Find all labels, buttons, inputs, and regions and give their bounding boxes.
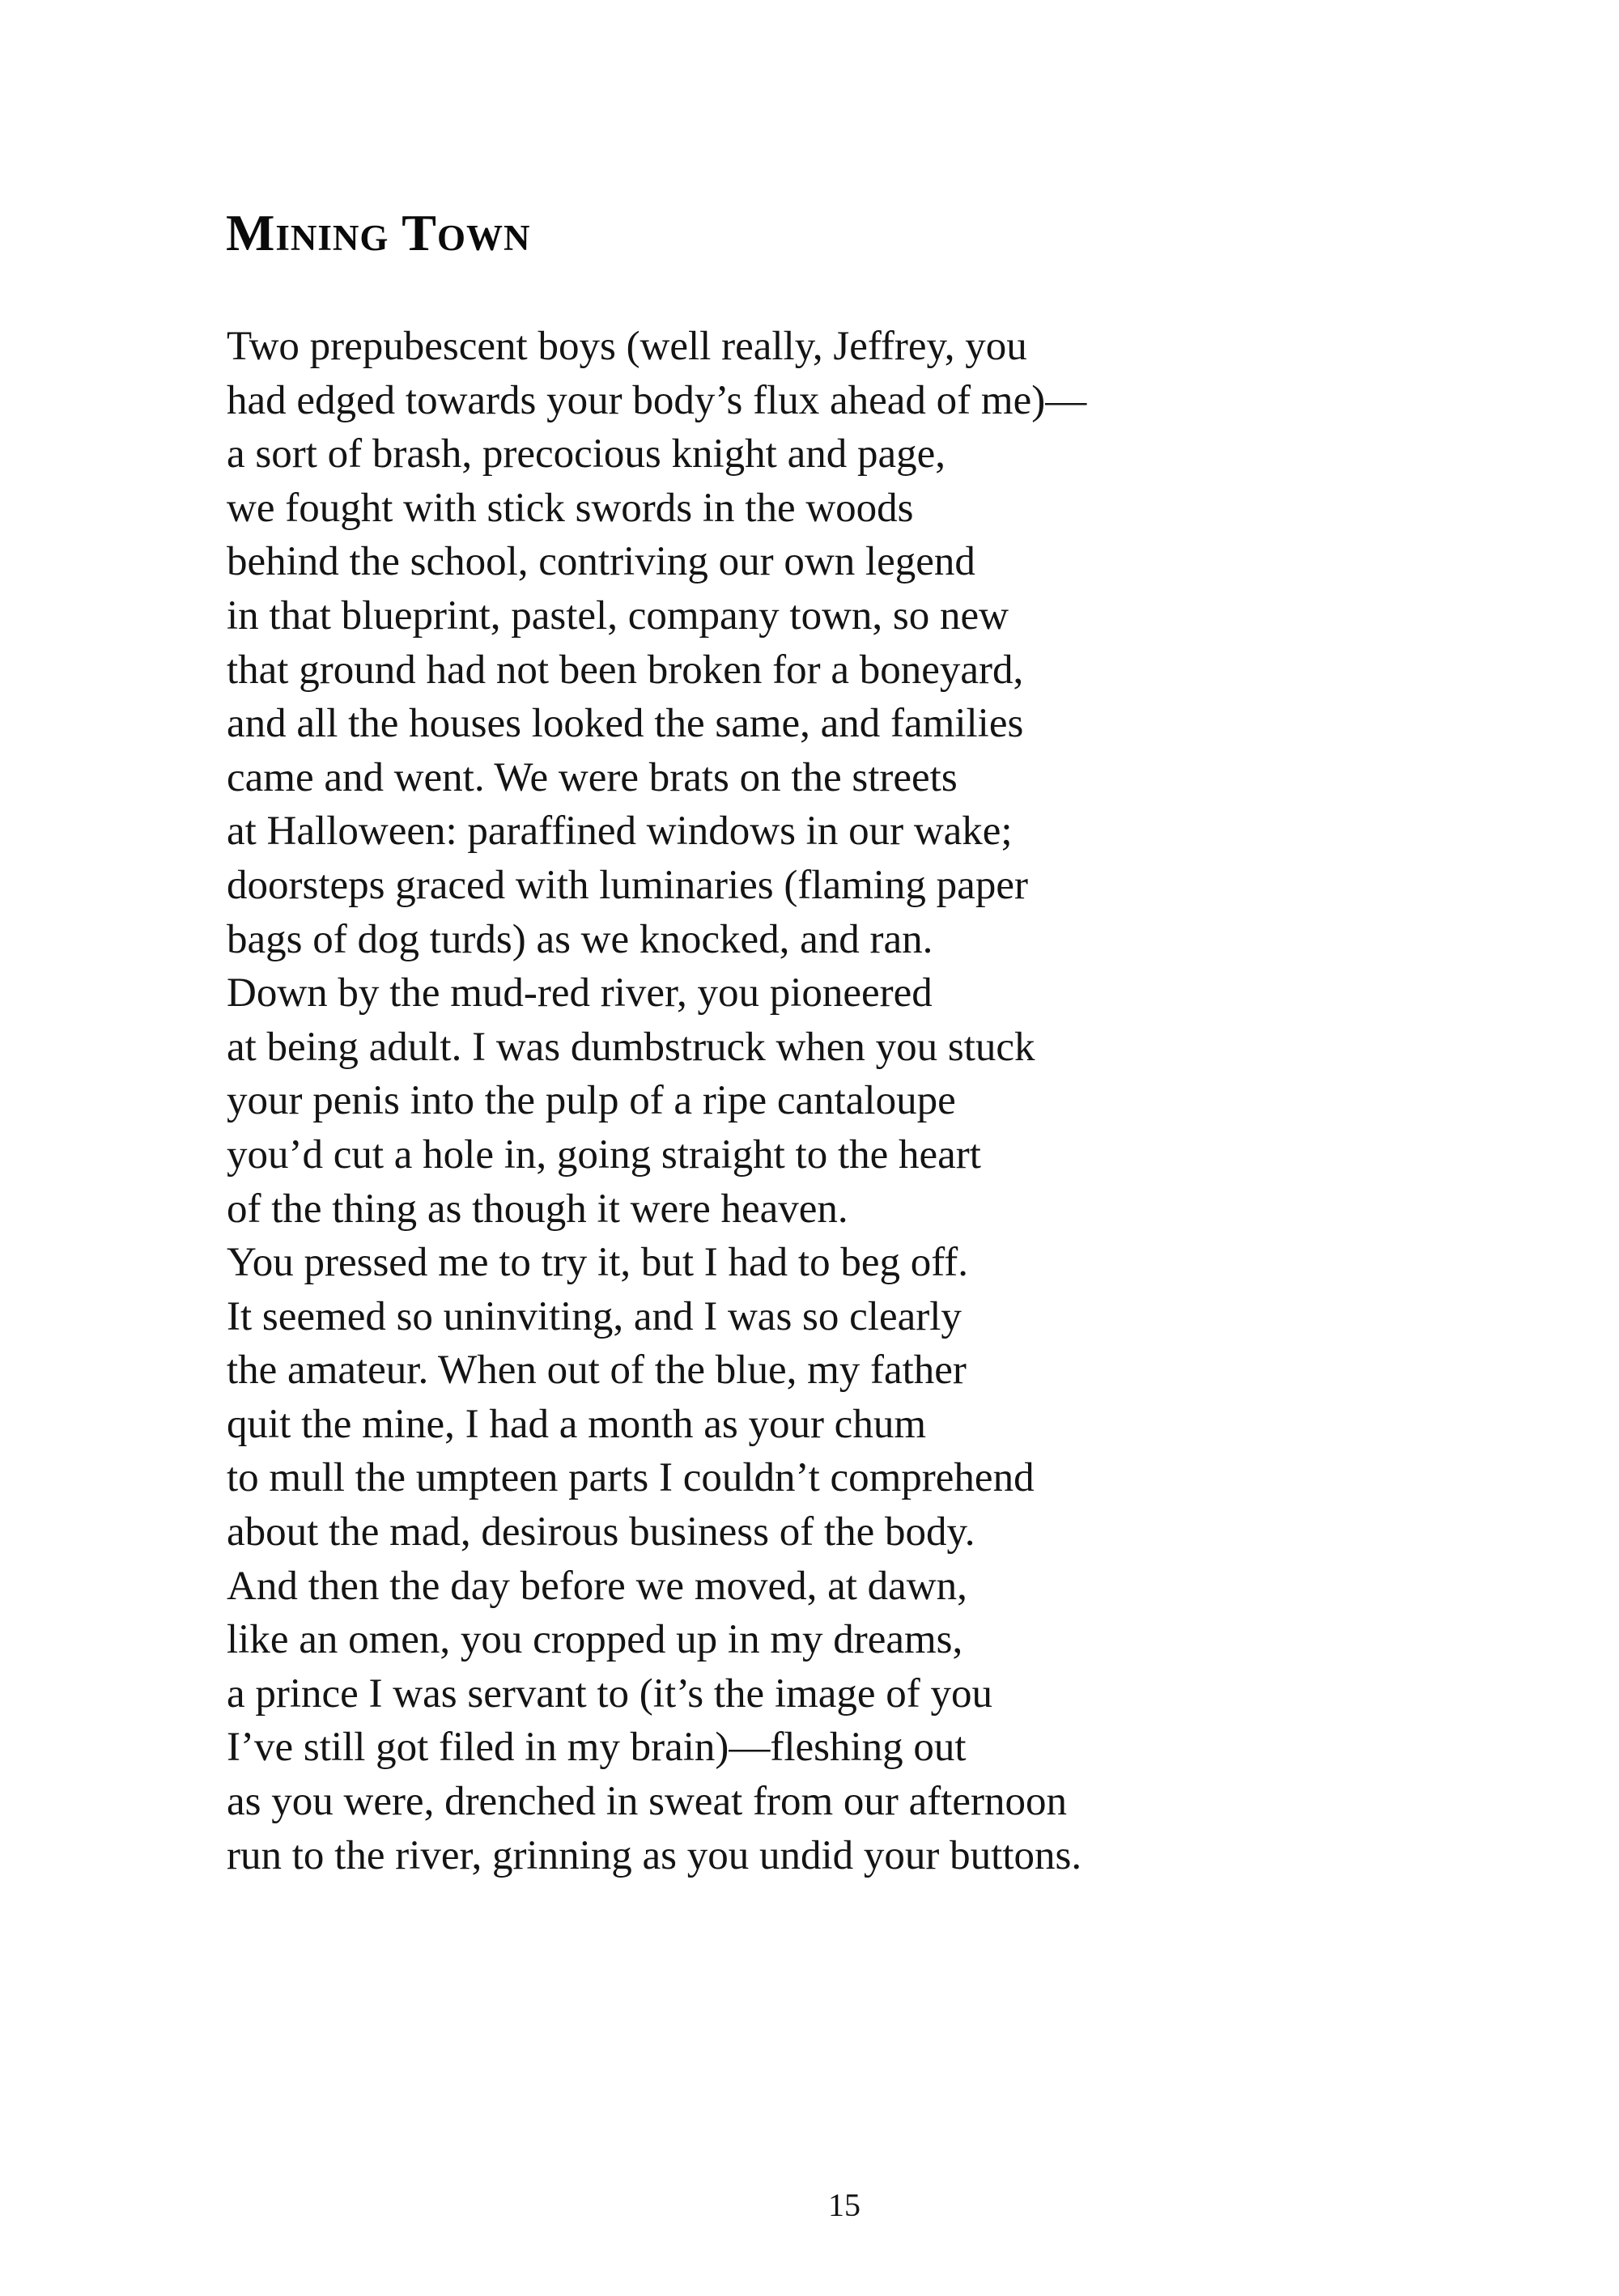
poem-line: And then the day before we moved, at dawn, [227, 1563, 967, 1609]
poem-line: Down by the mud-red river, you pioneered [227, 970, 933, 1016]
poem-line: came and went. We were brats on the streets [227, 754, 958, 800]
poem-line: I’ve still got filed in my brain)—fleshing out [227, 1725, 967, 1771]
page-number: 15 [828, 2187, 860, 2223]
poem-line: a prince I was servant to (it’s the image of you [227, 1670, 993, 1717]
poem-line: It seemed so uninviting, and I was so clearly [227, 1293, 962, 1339]
poem-line: at being adult. I was dumbstruck when you stuck [227, 1024, 1035, 1070]
poem-line: Two prepubescent boys (well really, Jeffrey, you [227, 324, 1027, 369]
poem-line: a sort of brash, precocious knight and page, [227, 431, 945, 477]
poem-line: doorsteps graced with luminaries (flaming paper [227, 862, 1028, 908]
poem-line: to mull the umpteen parts I couldn’t comprehend [227, 1455, 1035, 1501]
poem-line: your penis into the pulp of a ripe cantaloupe [227, 1078, 956, 1124]
poem-line: of the thing as though it were heaven. [227, 1186, 848, 1232]
poem-line: as you were, drenched in sweat from our afternoon [227, 1779, 1068, 1825]
poem-line: behind the school, contriving our own legend [227, 539, 975, 585]
poem-line: at Halloween: paraffined windows in our wake; [227, 808, 1013, 855]
poem-line: the amateur. When out of the blue, my father [227, 1347, 967, 1394]
poem-line: and all the houses looked the same, and families [227, 701, 1024, 747]
poem-line: You pressed me to try it, but I had to beg off. [227, 1240, 969, 1286]
poem-line: in that blueprint, pastel, company town, so new [227, 592, 1009, 639]
poem-line: had edged towards your body’s flux ahead of me)— [227, 377, 1087, 423]
poem-line: you’d cut a hole in, going straight to the heart [227, 1131, 981, 1178]
poem-line: run to the river, grinning as you undid your buttons. [227, 1832, 1082, 1878]
poem-body [227, 320, 1086, 1882]
poem-line: bags of dog turds) as we knocked, and ran. [227, 916, 933, 962]
poem-line: like an omen, you cropped up in my dreams, [227, 1617, 963, 1663]
poem-line: we fought with stick swords in the woods [227, 485, 914, 531]
poem-line: about the mad, desirous business of the body. [227, 1509, 975, 1555]
poem-title: Mining Town [226, 204, 531, 261]
poem-line: quit the mine, I had a month as your chum [227, 1401, 926, 1447]
poem-line: that ground had not been broken for a boneyard, [227, 647, 1024, 693]
